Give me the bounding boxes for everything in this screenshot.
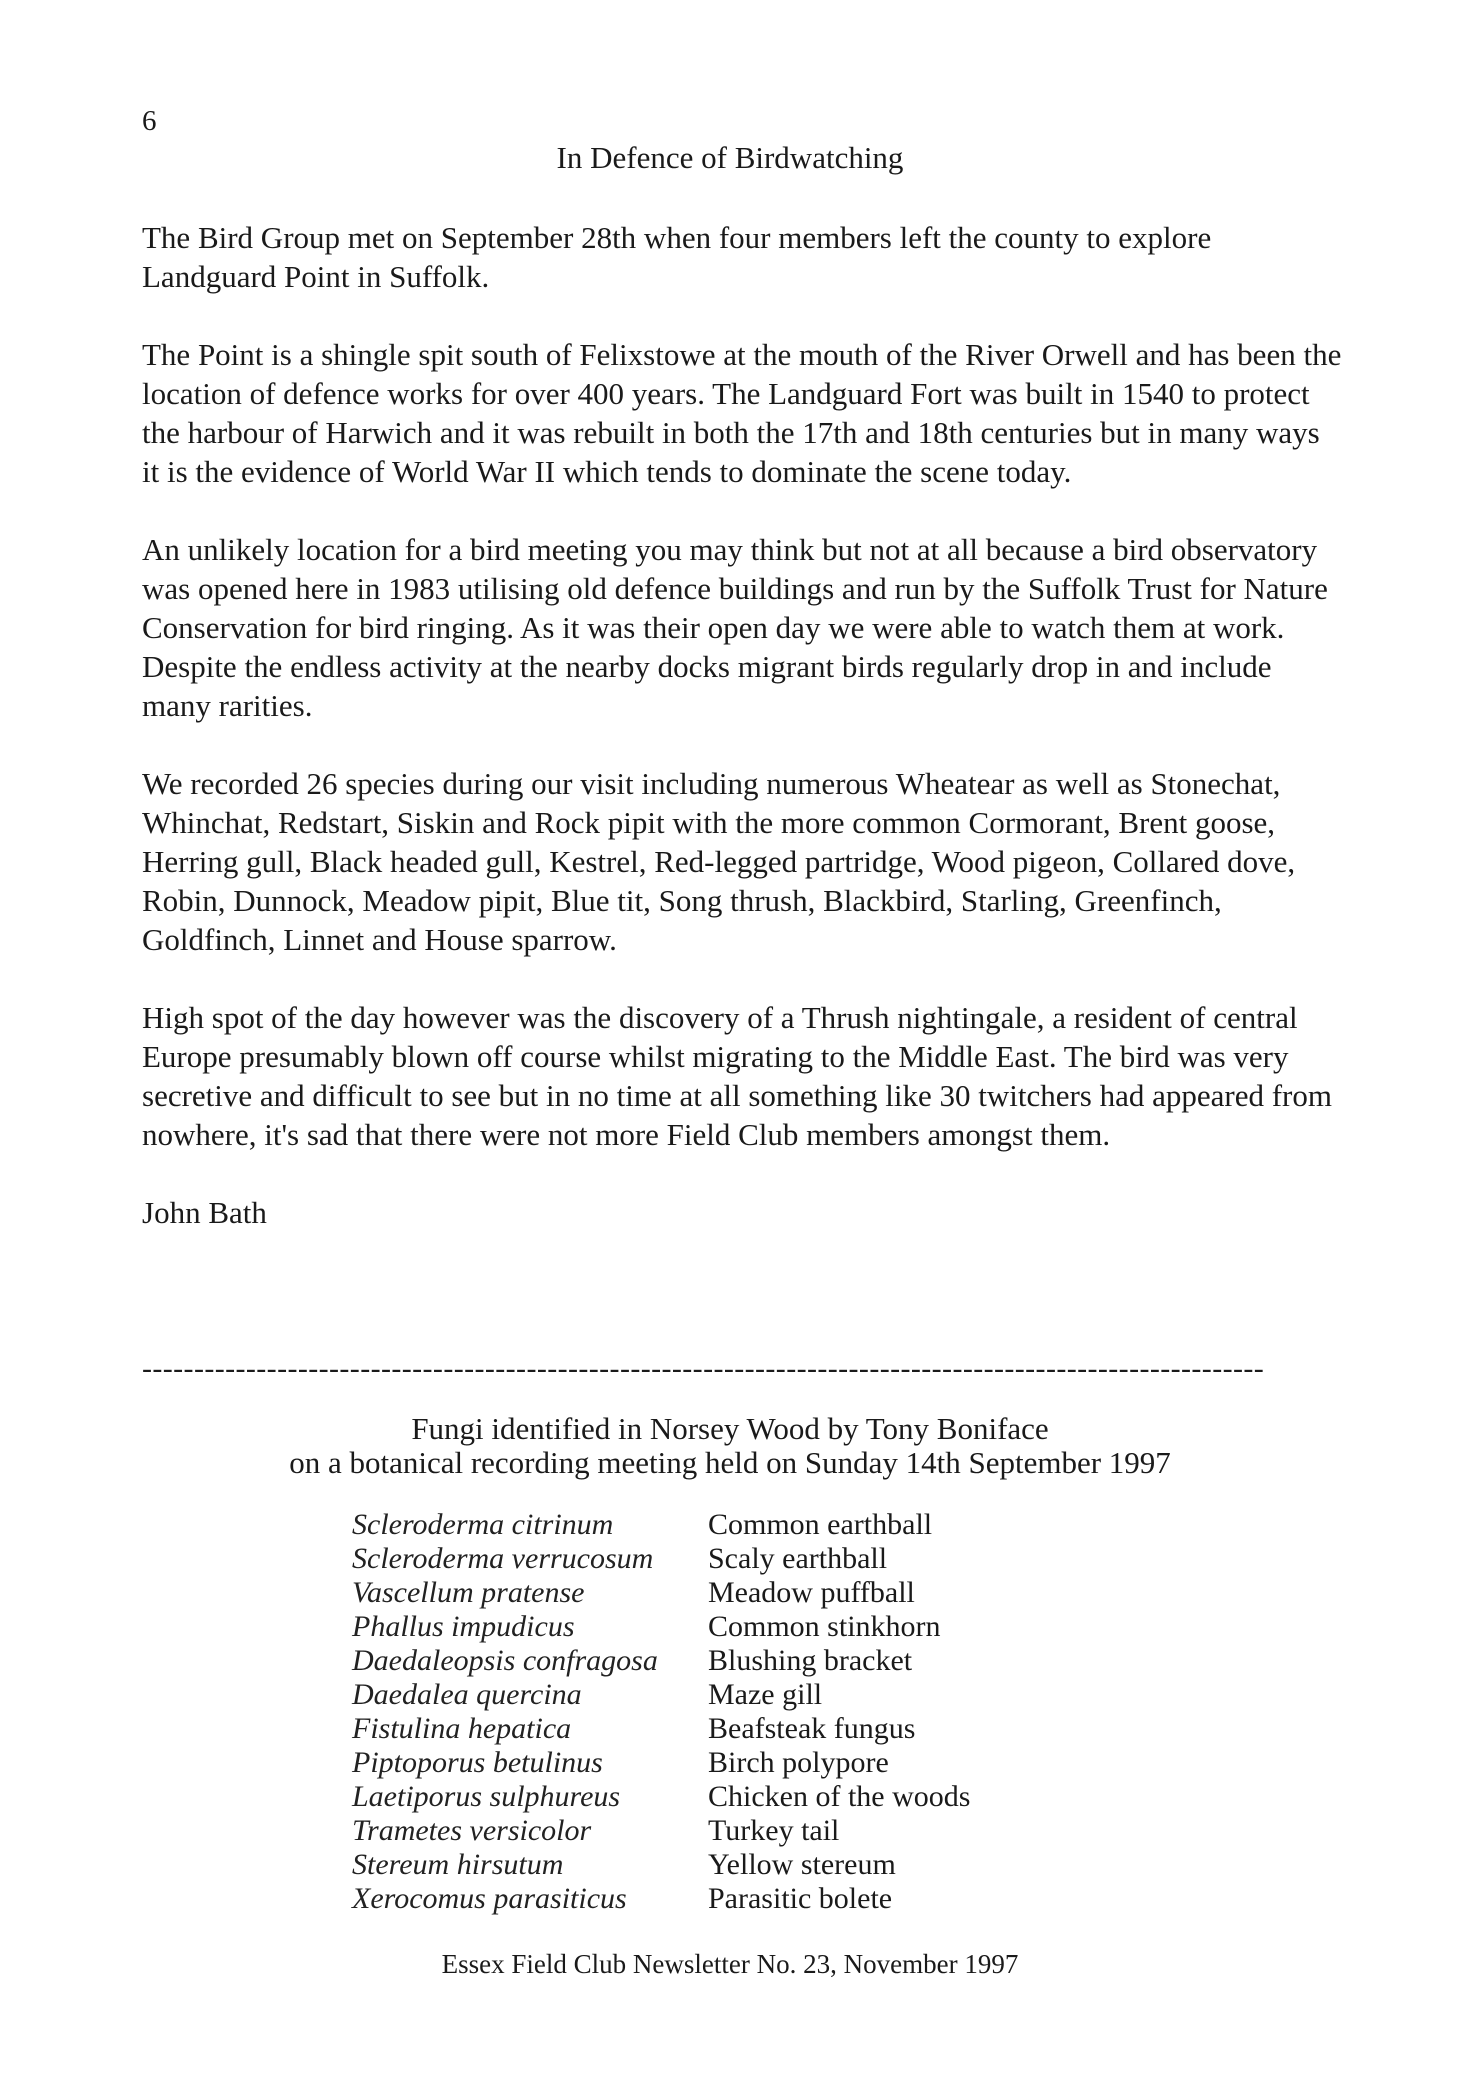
latin-name: Vascellum pratense [352,1576,585,1609]
common-name: Chicken of the woods [708,1780,971,1813]
latin-name: Scleroderma verrucosum [352,1542,654,1575]
common-name: Birch polypore [708,1746,889,1779]
species-row [352,1712,970,1746]
common-name: Beafsteak fungus [708,1712,916,1745]
paragraph: The Point is a shingle spit south of Felixstowe at the mouth of the River Orwell and has been the location of defence works for over 400 years. The Landguard Fort was built in 1540 to protect the harbour of Harwich and it was rebuilt in both the 17th and 18th centuries but in many ways it is the evidence of World War II which tends to dominate the scene today. [142,337,1342,489]
species-row [352,1746,970,1780]
page-number: 6 [142,105,157,137]
paragraph: The Bird Group met on September 28th when four members left the county to explore Landguard Point in Suffolk. [142,220,1212,294]
latin-name: Daedalea quercina [352,1678,582,1711]
species-row [352,1610,970,1644]
common-name: Turkey tail [708,1814,840,1847]
common-name: Parasitic bolete [708,1882,893,1915]
latin-name: Trametes versicolor [352,1814,592,1847]
common-name: Meadow puffball [708,1576,915,1609]
latin-name: Stereum hirsutum [352,1848,564,1881]
fungi-heading [0,1412,1460,1480]
paragraph: High spot of the day however was the discovery of a Thrush nightingale, a resident of central Europe presumably blown off course whilst migrating to the Middle East. The bird was very secretive and difficult to see but in no time at all something like 30 twitchers had appeared from nowhere, it's sad that there were not more Field Club members amongst them. [142,1000,1332,1152]
species-row [352,1576,970,1610]
common-name: Common earthball [708,1508,933,1541]
newsletter-footer: Essex Field Club Newsletter No. 23, November 1997 [441,1949,1019,1979]
species-row [352,1814,970,1848]
article-author: John Bath [142,1195,267,1230]
common-name: Scaly earthball [708,1542,888,1575]
fungi-heading-line: Fungi identified in Norsey Wood by Tony Boniface [411,1411,1049,1446]
paragraph: An unlikely location for a bird meeting you may think but not at all because a bird observatory was opened here in 1983 utilising old defence buildings and run by the Suffolk Trust for Nature Conservation for bird ringing. As it was their open day we were able to watch them at work. Despite the endless activity at the nearby docks migrant birds regularly drop in and include many rarities. [142,532,1328,723]
paragraph: We recorded 26 species during our visit including numerous Wheatear as well as Stonechat, Whinchat, Redstart, Siskin and Rock pipit with the more common Cormorant, Brent goose, Herring gull, Black headed gull, Kestrel, Red-legged partridge, Wood pigeon, Collared dove, Robin, Dunnock, Meadow pipit, Blue tit, Song thrush, Blackbird, Starling, Greenfinch, Goldfinch, Linnet and House sparrow. [142,766,1296,957]
latin-name: Piptoporus betulinus [352,1746,603,1779]
latin-name: Daedaleopsis confragosa [352,1644,658,1677]
species-row [352,1644,970,1678]
latin-name: Laetiporus sulphureus [352,1780,621,1813]
common-name: Common stinkhorn [708,1610,941,1643]
common-name: Maze gill [708,1678,823,1711]
species-row [352,1780,970,1814]
common-name: Yellow stereum [708,1848,896,1881]
latin-name: Xerocomus parasiticus [352,1882,627,1915]
latin-name: Fistulina hepatica [352,1712,572,1745]
species-row [352,1542,970,1576]
common-name: Blushing bracket [708,1644,913,1677]
species-row [352,1508,970,1542]
species-row [352,1848,970,1882]
latin-name: Phallus impudicus [352,1610,575,1643]
article-body [142,218,1342,1271]
latin-name: Scleroderma citrinum [352,1508,614,1541]
section-divider: ------------------------------------------------------------------------------------------------------------ [142,1352,1265,1385]
species-row [352,1678,970,1712]
fungi-species-list [352,1508,970,1916]
article-title: In Defence of Birdwatching [556,140,904,175]
species-row [352,1882,970,1916]
fungi-heading-line: on a botanical recording meeting held on Sunday 14th September 1997 [289,1445,1171,1480]
